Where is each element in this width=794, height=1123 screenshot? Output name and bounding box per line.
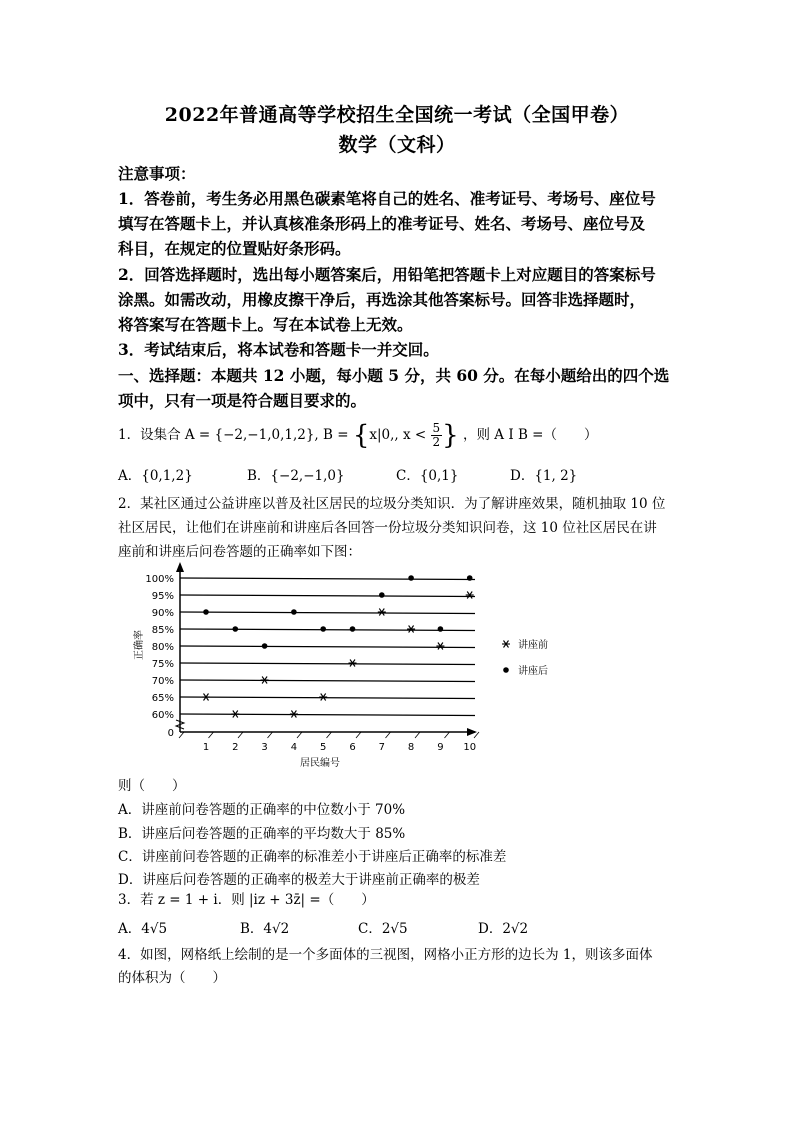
gridline-90 bbox=[180, 612, 475, 614]
point-after-lecture bbox=[408, 575, 414, 581]
q1-option-c[interactable]: C．{0,1} bbox=[396, 468, 459, 484]
x-tick-label: 10 bbox=[463, 742, 477, 753]
section-heading: 一、选择题：本题共 12 小题，每小题 5 分，共 60 分。在每小题给出的四个选 bbox=[118, 366, 670, 385]
notice-heading: 注意事项： bbox=[118, 164, 196, 183]
question-4-stem: 的体积为（ ） bbox=[118, 970, 226, 986]
y-tick-label: 80% bbox=[151, 642, 174, 653]
q3-option-c[interactable]: C．2√5 bbox=[358, 921, 408, 937]
exam-title: 2022年普通高等学校招生全国统一考试（全国甲卷） bbox=[164, 104, 630, 126]
x-tick-label: 8 bbox=[407, 742, 415, 753]
notice-line: 1．答卷前，考生务必用黑色碳素笔将自己的姓名、准考证号、考场号、座位号 bbox=[118, 189, 656, 208]
y-tick-label: 95% bbox=[151, 591, 174, 602]
axis-break-icon bbox=[176, 720, 184, 729]
x-axis-arrow-icon bbox=[467, 728, 477, 736]
y-axis-arrow-icon bbox=[176, 562, 184, 572]
point-after-lecture bbox=[291, 609, 297, 615]
point-before-lecture bbox=[436, 643, 444, 650]
question-2-stem: 座前和讲座后问卷答题的正确率如下图： bbox=[118, 544, 361, 560]
x-axis-hatch bbox=[445, 732, 450, 738]
x-tick-label: 6 bbox=[349, 742, 356, 753]
point-after-lecture bbox=[233, 626, 239, 632]
notice-line: 填写在答题卡上，并认真核准条形码上的准考证号、姓名、考场号、座位号及 bbox=[118, 214, 646, 233]
point-after-lecture bbox=[320, 626, 326, 632]
point-after-lecture bbox=[203, 609, 209, 615]
y-tick-label: 65% bbox=[151, 693, 174, 704]
point-before-lecture bbox=[319, 694, 327, 701]
q1-set-inner: x|0,, x < bbox=[369, 427, 427, 443]
right-brace-icon: } bbox=[442, 420, 459, 451]
y-tick-label: 100% bbox=[145, 574, 174, 585]
x-axis-hatch bbox=[356, 732, 361, 738]
y-tick-label: 0 bbox=[167, 728, 174, 739]
x-axis-hatch bbox=[474, 732, 479, 738]
q1-frac-den: 2 bbox=[432, 435, 441, 449]
q2-chart bbox=[130, 560, 590, 770]
point-before-lecture bbox=[349, 660, 357, 667]
y-tick-label: 70% bbox=[151, 676, 174, 687]
x-tick-label: 1 bbox=[202, 742, 210, 753]
x-tick-label: 9 bbox=[437, 742, 444, 753]
notice-line: 3．考试结束后，将本试卷和答题卡一并交回。 bbox=[118, 340, 439, 359]
y-tick-label: 75% bbox=[151, 659, 174, 670]
x-axis-hatch bbox=[209, 732, 214, 738]
q1-option-d[interactable]: D．{1, 2} bbox=[510, 468, 578, 484]
question-2-stem: 2．某社区通过公益讲座以普及社区居民的垃圾分类知识．为了解讲座效果，随机抽取 10 位 bbox=[118, 496, 666, 512]
q1-suffix: ，则 A I B =（ ） bbox=[463, 427, 598, 443]
gridline-65 bbox=[180, 697, 475, 699]
gridline-100 bbox=[180, 578, 475, 580]
point-after-lecture bbox=[438, 626, 444, 632]
gridline-80 bbox=[180, 646, 475, 648]
question-4-stem: 4．如图，网格纸上绘制的是一个多面体的三视图，网格小正方形的边长为 1，则该多面体 bbox=[118, 947, 653, 963]
q1-option-a[interactable]: A．{0,1,2} bbox=[118, 468, 193, 484]
point-after-lecture bbox=[350, 626, 356, 632]
q1-frac-num: 5 bbox=[432, 421, 441, 435]
gridline-85 bbox=[180, 629, 475, 631]
x-axis-hatch bbox=[327, 732, 332, 738]
exam-subtitle: 数学（文科） bbox=[338, 134, 456, 156]
q2-option-a[interactable]: A．讲座前问卷答题的正确率的中位数小于 70% bbox=[118, 802, 406, 818]
notice-line: 科目，在规定的位置贴好条形码。 bbox=[118, 239, 351, 258]
point-before-lecture bbox=[407, 626, 415, 633]
point-before-lecture bbox=[202, 694, 210, 701]
point-before-lecture bbox=[290, 711, 298, 718]
left-brace-icon: { bbox=[352, 420, 370, 451]
notice-line: 涂黑。如需改动，用橡皮擦干净后，再选涂其他答案标号。回答非选择题时， bbox=[118, 290, 646, 309]
x-tick-label: 7 bbox=[378, 742, 385, 753]
notice-line: 将答案写在答题卡上。写在本试卷上无效。 bbox=[118, 315, 413, 334]
x-axis-label: 居民编号 bbox=[300, 758, 340, 769]
x-axis-hatch bbox=[297, 732, 302, 738]
point-before-lecture bbox=[231, 711, 239, 718]
x-tick-label: 4 bbox=[290, 742, 298, 753]
section-heading: 项中，只有一项是符合题目要求的。 bbox=[118, 391, 367, 410]
question-3-stem: 3．若 z = 1 + i．则 |iz + 3z̄| =（ ） bbox=[118, 892, 375, 908]
x-axis-hatch bbox=[268, 732, 273, 738]
q3-option-b[interactable]: B．4√2 bbox=[240, 921, 290, 937]
x-tick-label: 3 bbox=[261, 742, 268, 753]
point-after-lecture bbox=[262, 643, 268, 649]
point-before-lecture bbox=[378, 609, 386, 616]
point-before-lecture bbox=[502, 641, 510, 648]
gridline-95 bbox=[180, 595, 475, 597]
q3-option-a[interactable]: A．4√5 bbox=[118, 921, 168, 937]
q1-option-b[interactable]: B．{−2,−1,0} bbox=[247, 468, 345, 484]
legend-label-before: 讲座前 bbox=[518, 640, 548, 651]
q2-option-b[interactable]: B．讲座后问卷答题的正确率的平均数大于 85% bbox=[118, 826, 406, 842]
x-axis-hatch bbox=[179, 732, 184, 738]
legend-label-after: 讲座后 bbox=[518, 666, 548, 677]
x-tick-label: 2 bbox=[232, 742, 239, 753]
y-tick-label: 90% bbox=[151, 608, 174, 619]
x-axis-hatch bbox=[415, 732, 420, 738]
notice-line: 2．回答选择题时，选出每小题答案后，用铅笔把答题卡上对应题目的答案标号 bbox=[118, 265, 656, 284]
q1-prefix: 1．设集合 A = {−2,−1,0,1,2}, B = bbox=[118, 427, 349, 443]
gridline-75 bbox=[180, 663, 475, 665]
question-2-stem: 社区居民，让他们在讲座前和讲座后各回答一份垃圾分类知识问卷，这 10 位社区居民在讲 bbox=[118, 520, 657, 536]
x-axis-hatch bbox=[386, 732, 391, 738]
point-after-lecture bbox=[379, 592, 385, 598]
point-before-lecture bbox=[466, 592, 474, 599]
point-after-lecture bbox=[467, 575, 473, 581]
y-tick-label: 85% bbox=[151, 625, 174, 636]
q2-option-d[interactable]: D．讲座后问卷答题的正确率的极差大于讲座前正确率的极差 bbox=[118, 872, 480, 888]
y-tick-label: 60% bbox=[151, 710, 174, 721]
question-1-stem bbox=[118, 418, 678, 452]
gridline-60 bbox=[180, 714, 475, 716]
x-axis-hatch bbox=[238, 732, 243, 738]
q3-option-d[interactable]: D．2√2 bbox=[478, 921, 529, 937]
q2-option-c[interactable]: C．讲座前问卷答题的正确率的标准差小于讲座后正确率的标准差 bbox=[118, 849, 507, 865]
x-tick-label: 5 bbox=[320, 742, 327, 753]
q2-ze: 则（ ） bbox=[118, 778, 186, 794]
gridline-70 bbox=[180, 680, 475, 682]
point-before-lecture bbox=[261, 677, 269, 684]
legend-dot-icon bbox=[503, 667, 509, 673]
y-axis-label: 正确率 bbox=[134, 630, 145, 660]
q1-fraction bbox=[431, 422, 443, 449]
